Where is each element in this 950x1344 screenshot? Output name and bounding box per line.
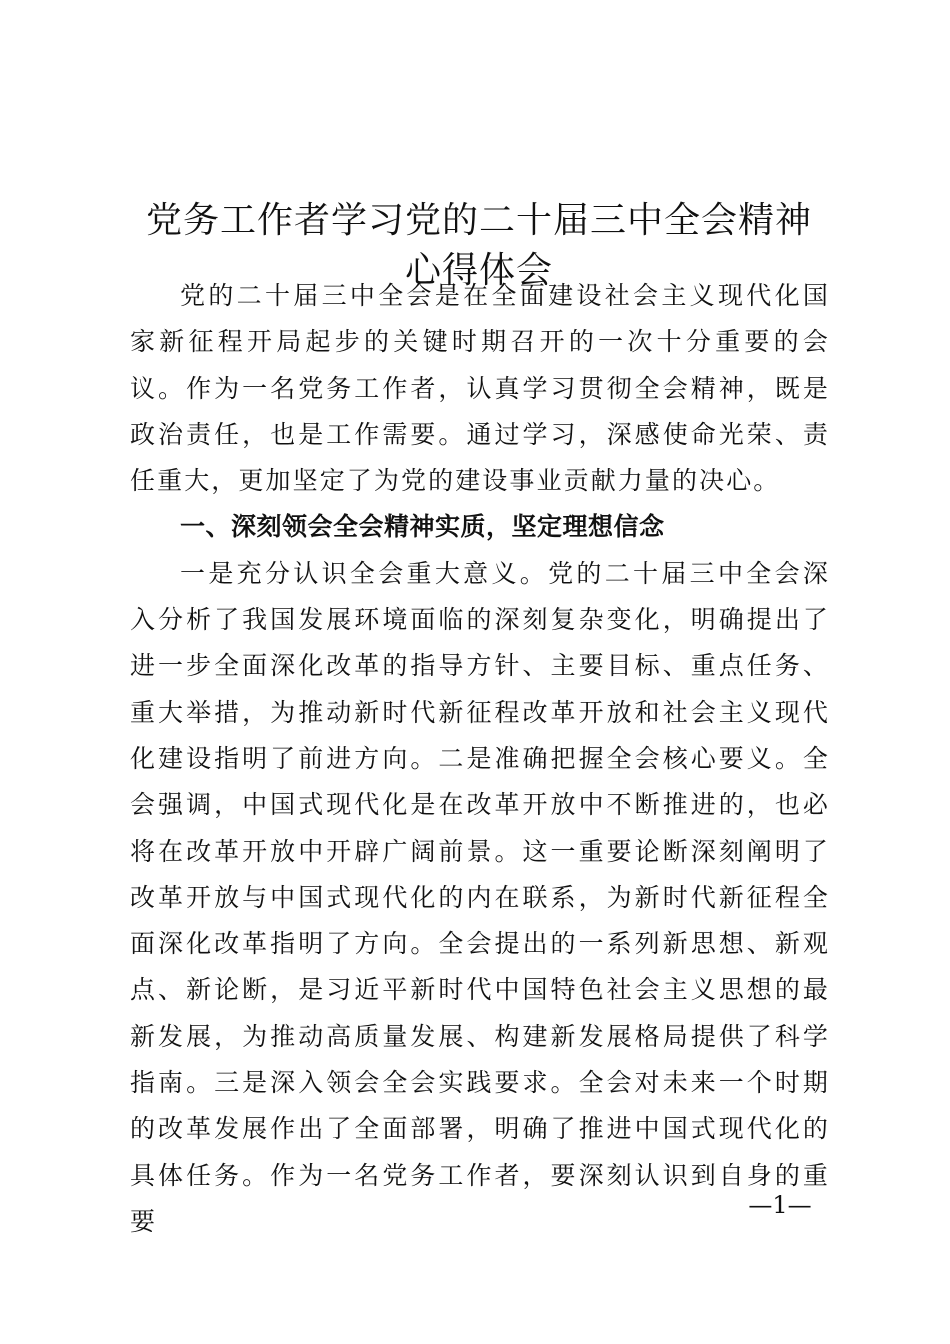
intro-paragraph: 党的二十届三中全会是在全面建设社会主义现代化国家新征程开局起步的关键时期召开的一次十分重要的会议。作为一名党务工作者，认真学习贯彻全会精神，既是政治责任，也是工作需要。通过学习，深感使命光荣、责任重大，更加坚定了为党的建设事业贡献力量的决心。 xyxy=(130,281,830,496)
section-paragraph: 一是充分认识全会重大意义。党的二十届三中全会深入分析了我国发展环境面临的深刻复杂变化，明确提出了进一步全面深化改革的指导方针、主要目标、重点任务、重大举措，为推动新时代新征程改革开放和社会主义现代化建设指明了前进方向。二是准确把握全会核心要义。全会强调，中国式现代化是在改革开放中不断推进的，也必将在改革开放中开辟广阔前景。这一重要论断深刻阐明了改革开放与中国式现代化的内在联系，为新时代新征程全面深化改革指明了方向。全会提出的一系列新思想、新观点、新论断，是习近平新时代中国特色社会主义思想的最新发展，为推动高质量发展、构建新发展格局提供了科学指南。三是深入领会全会实践要求。全会对未来一个时期的改革发展作出了全面部署，明确了推进中国式现代化的具体任务。作为一名党务工作者，要深刻认识到自身的重要 xyxy=(130,558,830,1236)
page-number: —1— xyxy=(748,1191,812,1219)
document-title: 党务工作者学习党的二十届三中全会精神心得体会 xyxy=(145,200,812,292)
document-body xyxy=(130,273,830,1245)
section-heading: 一、深刻领会全会精神实质，坚定理想信念 xyxy=(180,512,665,542)
